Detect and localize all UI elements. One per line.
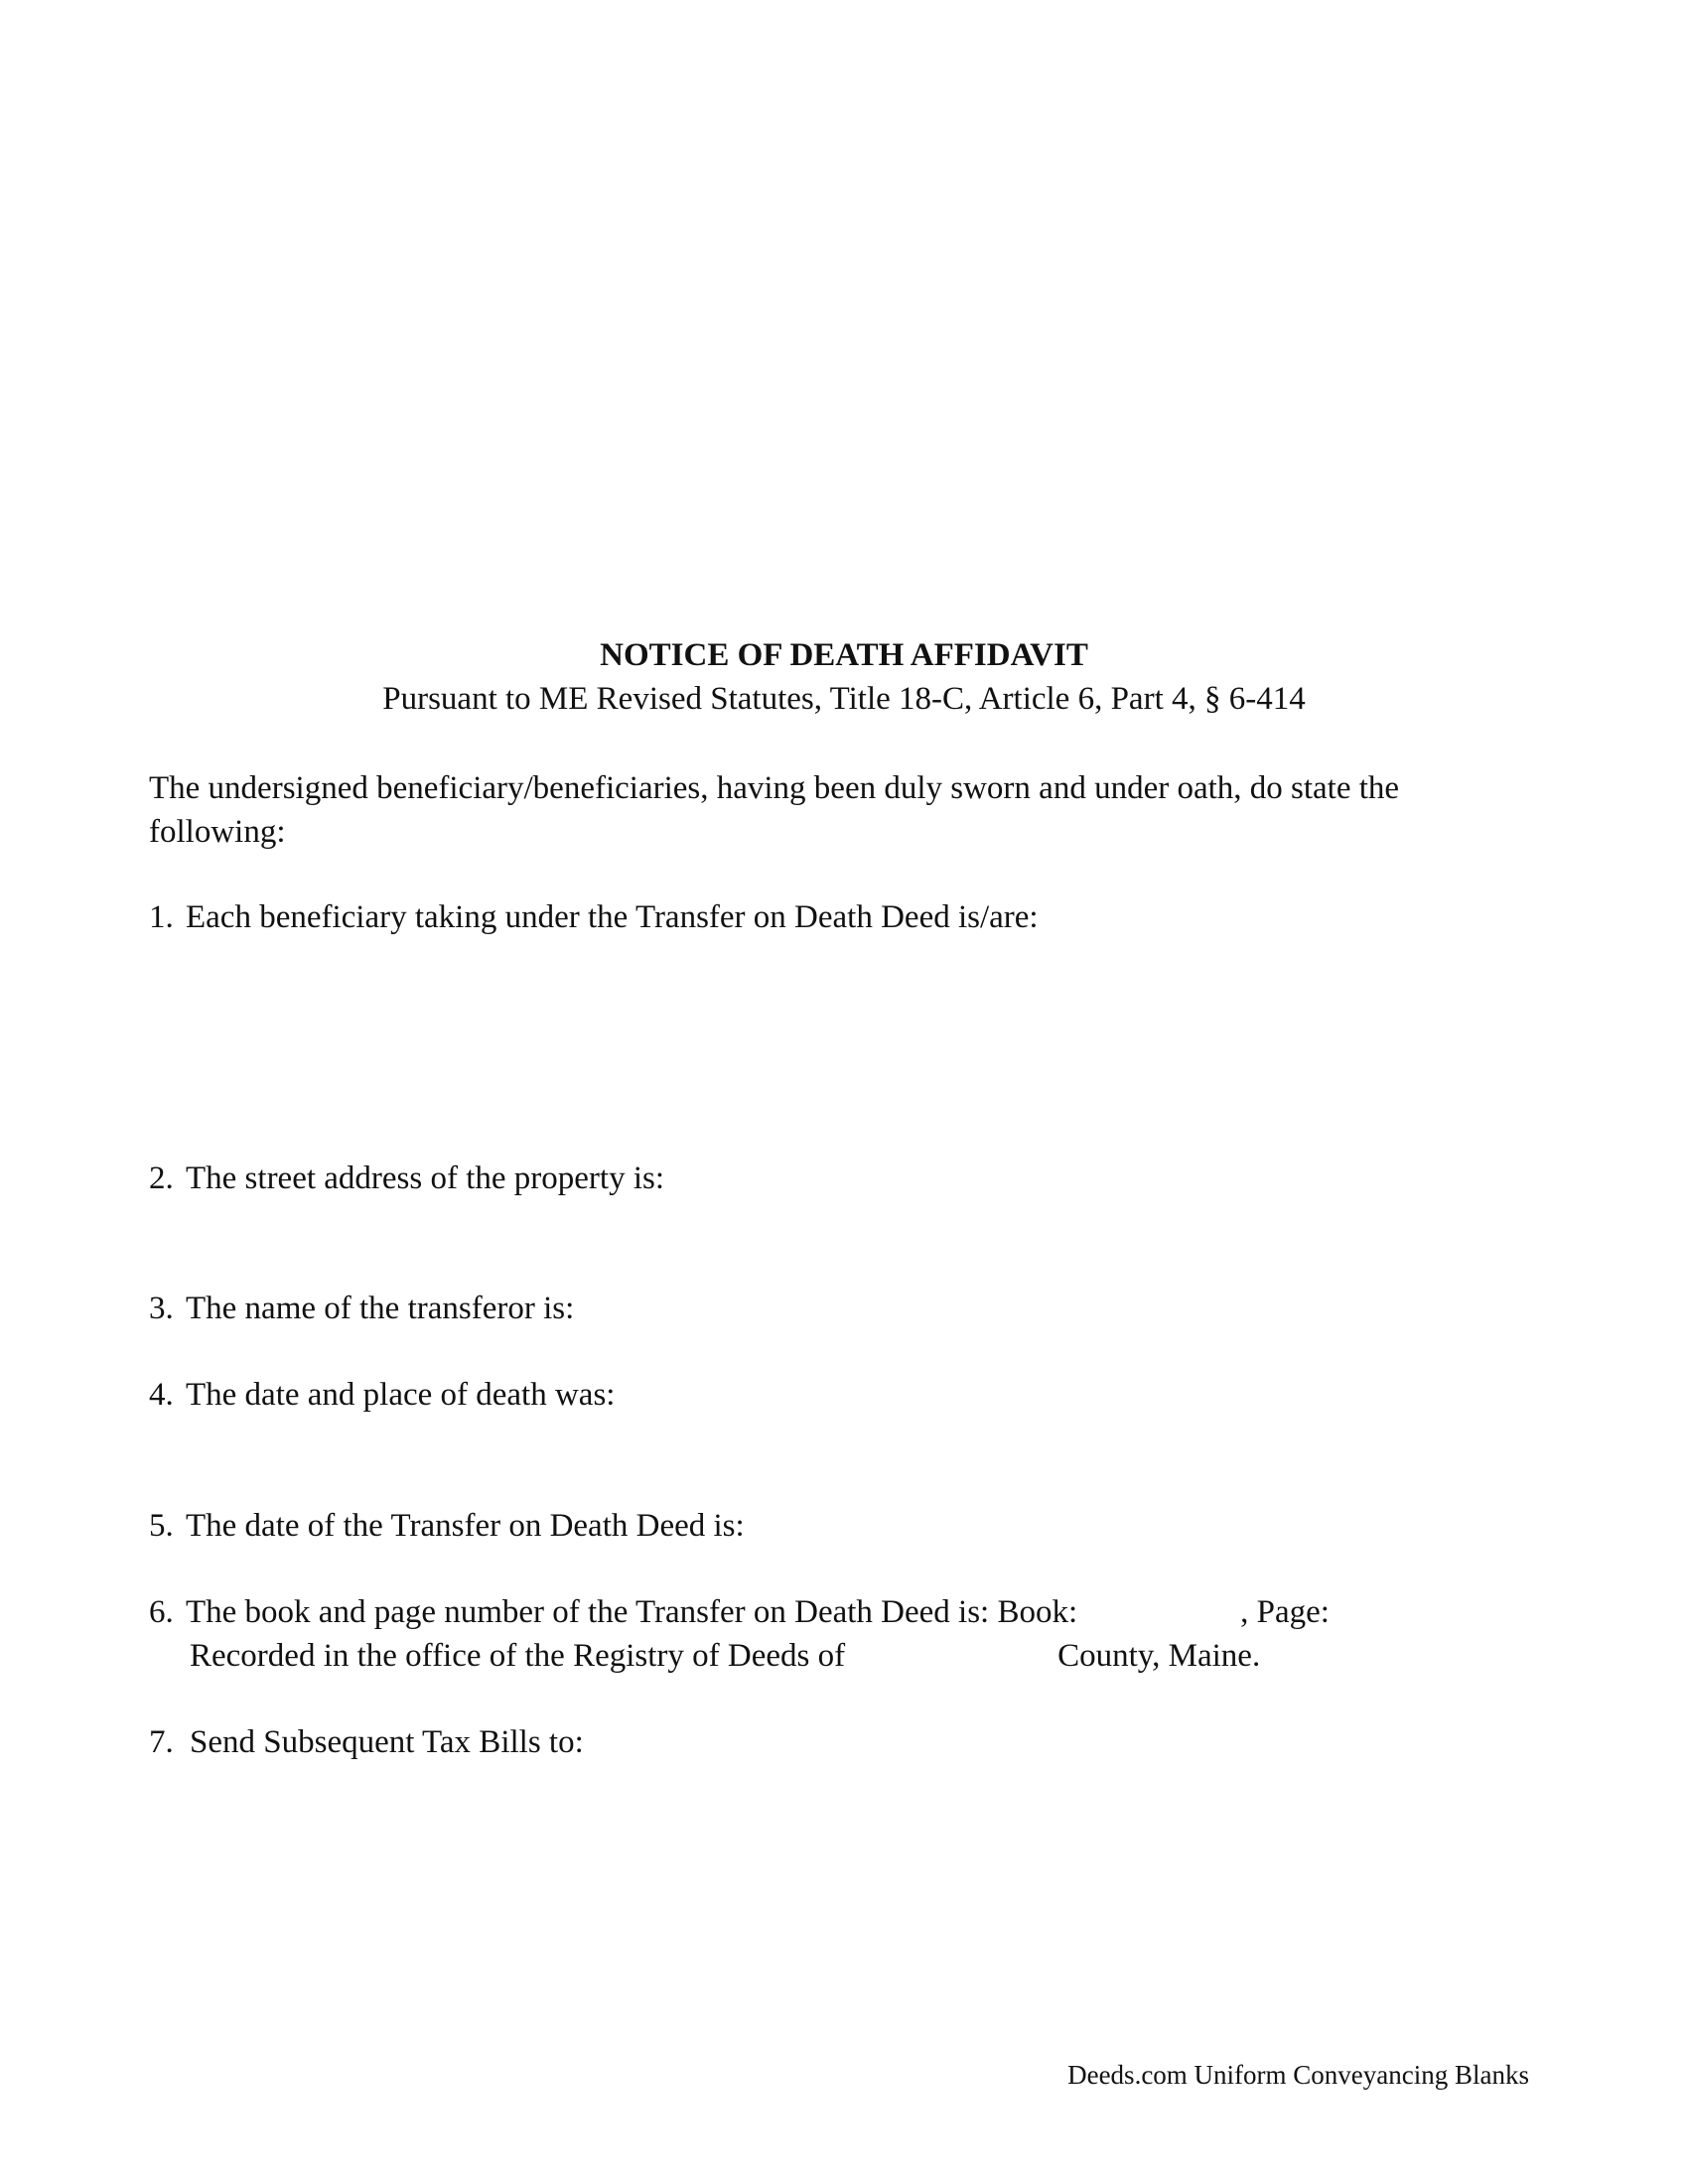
item-number: 5. bbox=[149, 1508, 174, 1544]
item-tax-bills bbox=[149, 1722, 584, 1762]
item-number: 6. bbox=[149, 1594, 174, 1630]
item-text: The name of the transferor is: bbox=[186, 1291, 575, 1326]
intro-paragraph: The undersigned beneficiary/beneficiaries, having been duly sworn and under oath, do state the following: bbox=[149, 770, 1400, 850]
item-number: 1. bbox=[149, 899, 174, 935]
item-date-place-death bbox=[149, 1375, 615, 1415]
item-book-page bbox=[149, 1592, 1330, 1632]
recorded-line bbox=[190, 1636, 1260, 1676]
item-number: 4. bbox=[149, 1377, 174, 1413]
item-beneficiaries bbox=[149, 897, 1039, 937]
item-text: The book and page number of the Transfer on Death Deed is: Book: bbox=[186, 1594, 1078, 1630]
page-label: , Page: bbox=[1240, 1594, 1330, 1630]
item-text: The street address of the property is: bbox=[186, 1160, 665, 1196]
item-transferor-name bbox=[149, 1289, 574, 1328]
item-street-address bbox=[149, 1159, 664, 1198]
item-text: Send Subsequent Tax Bills to: bbox=[190, 1724, 584, 1760]
item-number: 3. bbox=[149, 1291, 174, 1326]
recorded-prefix: Recorded in the office of the Registry of Deeds of bbox=[190, 1638, 846, 1674]
item-number: 2. bbox=[149, 1160, 174, 1196]
item-text: The date of the Transfer on Death Deed is: bbox=[186, 1508, 745, 1544]
item-deed-date bbox=[149, 1506, 745, 1546]
item-text: The date and place of death was: bbox=[186, 1377, 616, 1413]
item-number: 7. bbox=[149, 1724, 174, 1760]
footer-text: Deeds.com Uniform Conveyancing Blanks bbox=[1067, 2060, 1529, 2090]
document-title: NOTICE OF DEATH AFFIDAVIT bbox=[600, 637, 1088, 673]
recorded-suffix: County, Maine. bbox=[1057, 1638, 1261, 1674]
document-subtitle: Pursuant to ME Revised Statutes, Title 18-C, Article 6, Part 4, § 6-414 bbox=[382, 681, 1306, 717]
item-text: Each beneficiary taking under the Transfer on Death Deed is/are: bbox=[186, 899, 1039, 935]
